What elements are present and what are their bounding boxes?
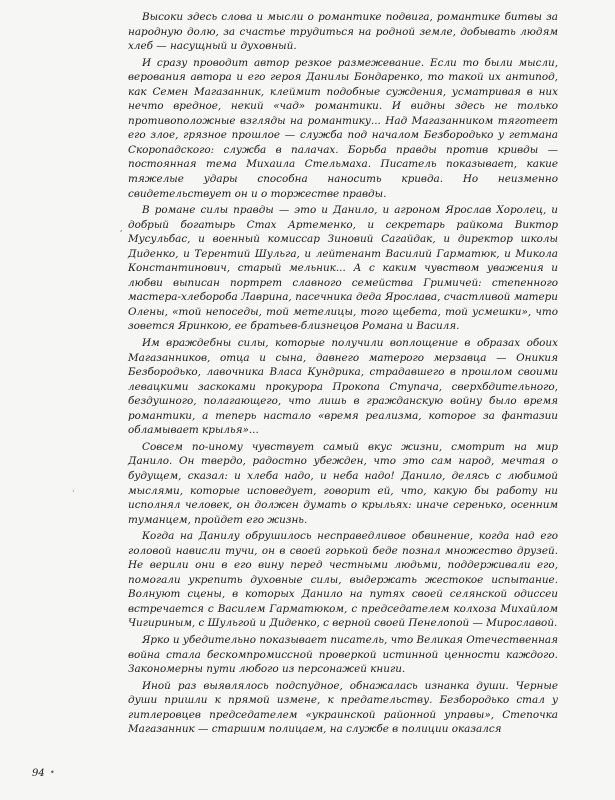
paragraph-1: Высоки здесь слова и мысли о романтике подвига, романтике битвы за народную долю, за счастье трудиться на родной земле, добывать людям хлеб — насущный и духовный. [128,11,558,53]
page-number-dot: • [50,768,55,777]
margin-speck: , [120,224,123,233]
paragraph-6: Когда на Данилу обрушилось несправедливое обвинение, когда над его головой нависли тучи, он в своей горькой беде познал множество друзей. Не верили они в его вину перед честными людьми, поддерживали его, помогали укрепить духовные силы, выдержать жестокое испытание. Волнуют сцены, в которых Данило на путях своей селянской одиссеи встречается с Василем Гарматюком, с председателем колхоза Михайлом Чигириным, с Шульгой и Диденко, с верной своей Пенелопой — Мирославой. [128,530,558,630]
paragraph-7: Ярко и убедительно показывает писатель, что Великая Отечественная война стала бескомпромиссной проверкой истинной ценности каждого. Закономерны пути любого из персонажей книги. [128,633,558,676]
margin-speck: · [72,487,75,496]
page-number: 94 [32,768,45,779]
paragraph-2: И сразу проводит автор резкое размежевание. Если то были мысли, верования автора и его героя Данилы Бондаренко, то такой их антипод, как Семен Магазанник, клеймит подобные суждения, усматривая в них нечто вредное, некий «чад» романтики. И видны здесь не только противоположные взгляды на романтику... Над Магазанником тяготеет его злое, грязное прошлое — служба под началом Безбородько у гетмана Скоропадского: служба в палачах. Борьба правды против кривды — постоянная тема Михаила Стельмаха. Писатель показывает, какие тяжелые удары способна наносить кривда. Но неизменно свидетельствует он и о торжестве правды. [128,56,558,200]
paragraph-5: Совсем по-иному чувствует самый вкус жизни, смотрит на мир Данило. Он твердо, радостно убежден, что это сам народ, мечтая о будущем, сказал: и хлеба надо, и неба надо! Данило, делясь с любимой мыслями, которые исповедует, говорит ей, что, какую бы работу ни исполнял человек, он должен думать о крыльях: иначе серенько, осенним туманцем, пройдет его жизнь. [128,440,558,526]
paragraph-8: Иной раз выявлялось подспудное, обнажалась изнанка души. Черные души пришли к прямой измене, к предательству. Безбородько стал у гитлеровцев председателем «украинской районной управы», Степочка Магазанник — старшим полицаем, на службе в полиции оказался [128,679,558,736]
paragraph-3: В романе силы правды — это и Данило, и агроном Ярослав Хоролец, и добрый богатырь Стах Артеменко, и секретарь райкома Виктор Мусульбас, и военный комиссар Зиновий Сагайдак, и директор школы Диденко, и Терентий Шульга, и лейтенант Василий Гарматюк, и Микола Константинович, старый мельник... А с каким чувством уважения и любви выписан портрет славного семейства Гримичей: степенного мастера-хлебороба Лаврина, пасечника деда Ярослава, счастливой матери Олены, «той непоседы, той метелицы, того щебета, той усмешки», что зовется Яринкою, ее братьев-близнецов Романа и Василя. [128,204,558,333]
body-text [128,10,558,739]
paragraph-4: Им враждебны силы, которые получили воплощение в образах обоих Магазанников, отца и сына, давнего матерого мерзавца — Оникия Безбородько, лавочника Власа Кундрика, страдавшего в прошлом своими левацкими заскоками прокурора Прокопа Ступача, сверхбдительного, бездушного, полагающего, что лишь в гражданскую войну было время романтики, а теперь настало «время реализма, которое за фантазии обламывает крылья»... [128,337,558,437]
